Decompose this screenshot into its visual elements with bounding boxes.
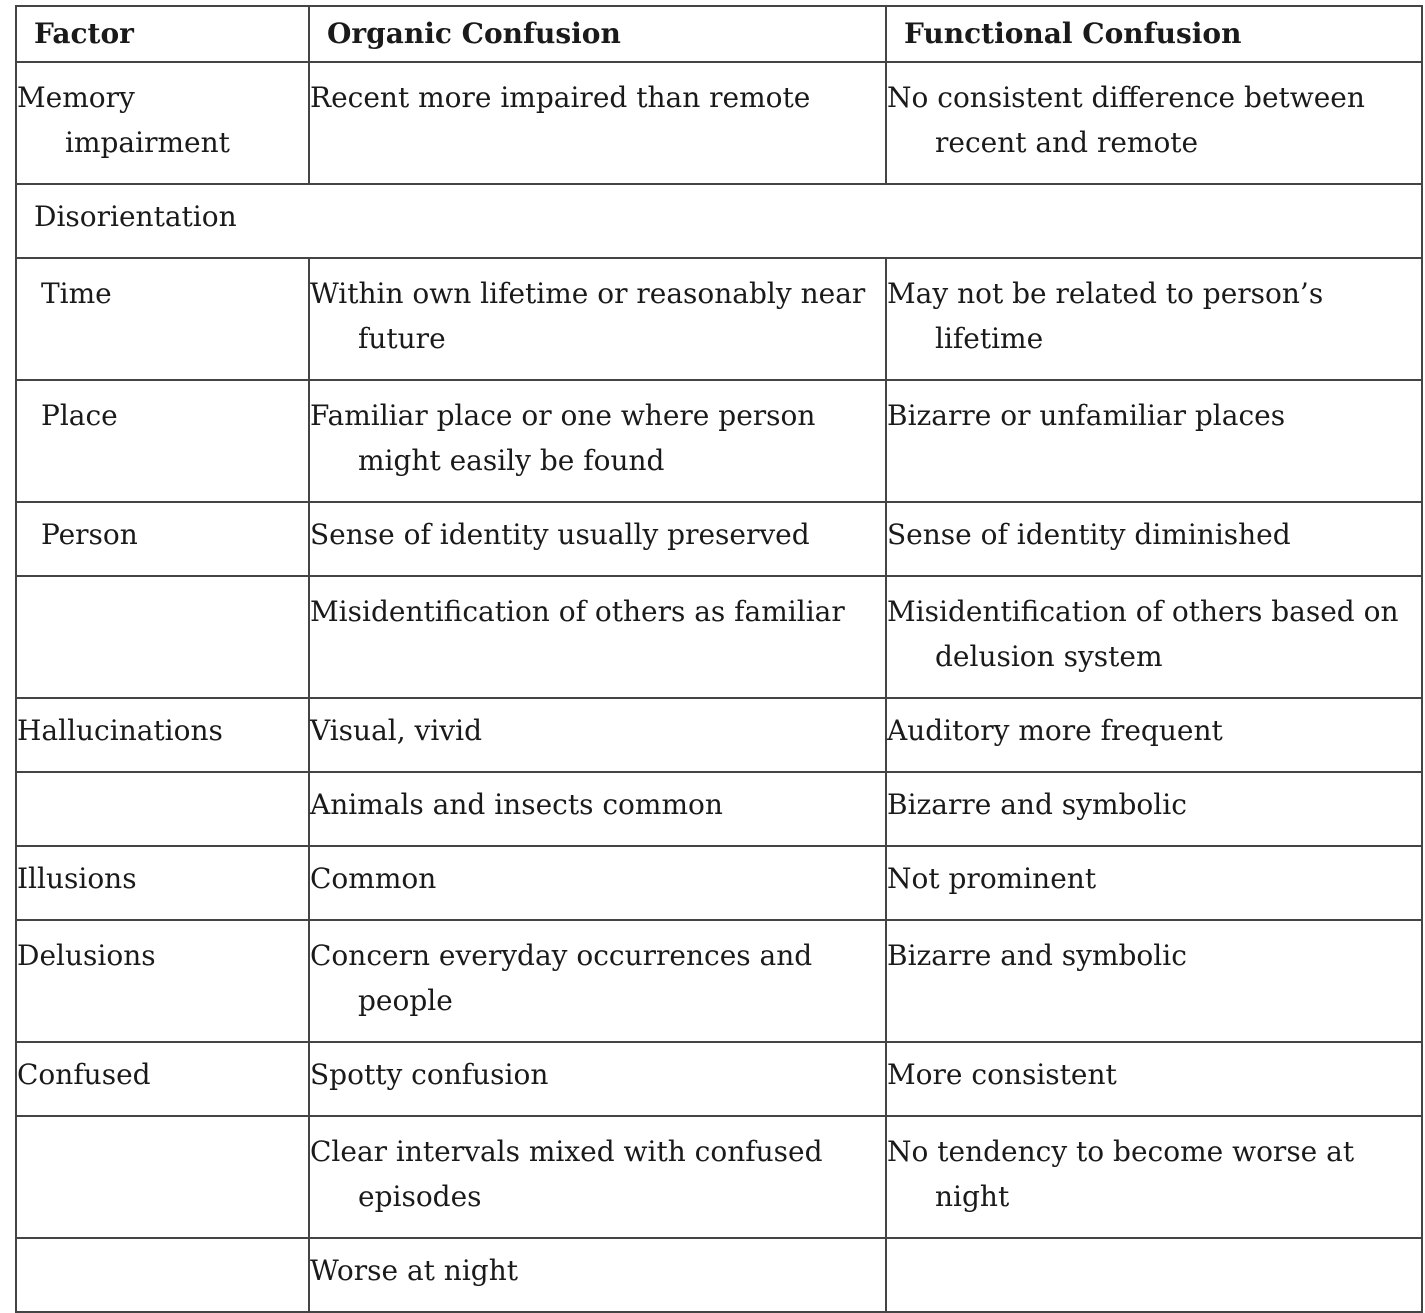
table-row-memory (16, 62, 1422, 184)
cell-organic: Visual, vivid (309, 698, 886, 772)
cell-functional: No consistent difference between recent and remote (886, 62, 1422, 184)
header-functional: Functional Confusion (886, 6, 1422, 62)
cell-factor: Confused (16, 1042, 309, 1116)
cell-organic: Within own lifetime or reasonably near future (309, 258, 886, 380)
cell-factor: Delusions (16, 920, 309, 1042)
cell-factor: Place (16, 380, 309, 502)
cell-organic: Common (309, 846, 886, 920)
cell-functional (886, 1238, 1422, 1312)
cell-functional: Bizarre and symbolic (886, 920, 1422, 1042)
table-row-delusions (16, 920, 1422, 1042)
cell-functional: Misidentification of others based on delusion system (886, 576, 1422, 698)
table-row-illusions (16, 846, 1422, 920)
cell-organic: Spotty confusion (309, 1042, 886, 1116)
cell-organic: Concern everyday occurrences and people (309, 920, 886, 1042)
table-row-confused (16, 1042, 1422, 1116)
cell-functional: No tendency to become worse at night (886, 1116, 1422, 1238)
cell-functional: May not be related to person’s lifetime (886, 258, 1422, 380)
cell-factor (16, 772, 309, 846)
table-row-person (16, 502, 1422, 576)
cell-functional: Bizarre or unfamiliar places (886, 380, 1422, 502)
table-row-disorientation (16, 184, 1422, 258)
header-row (16, 6, 1422, 62)
cell-factor (16, 576, 309, 698)
cell-functional: Auditory more frequent (886, 698, 1422, 772)
cell-organic: Clear intervals mixed with confused episodes (309, 1116, 886, 1238)
comparison-table (15, 5, 1423, 1313)
cell-factor: Memory impairment (16, 62, 309, 184)
table-row-time (16, 258, 1422, 380)
cell-factor: Illusions (16, 846, 309, 920)
cell-organic: Misidentification of others as familiar (309, 576, 886, 698)
cell-section-heading: Disorientation (16, 184, 1422, 258)
cell-organic: Recent more impaired than remote (309, 62, 886, 184)
table-row-confused-2 (16, 1116, 1422, 1238)
cell-functional: More consistent (886, 1042, 1422, 1116)
cell-functional: Sense of identity diminished (886, 502, 1422, 576)
cell-organic: Sense of identity usually preserved (309, 502, 886, 576)
cell-organic: Worse at night (309, 1238, 886, 1312)
cell-organic: Familiar place or one where person might easily be found (309, 380, 886, 502)
table-row-hallucinations (16, 698, 1422, 772)
cell-factor (16, 1238, 309, 1312)
table-row-hallucinations-2 (16, 772, 1422, 846)
cell-functional: Not prominent (886, 846, 1422, 920)
table-row-person-2 (16, 576, 1422, 698)
header-organic: Organic Confusion (309, 6, 886, 62)
cell-factor: Person (16, 502, 309, 576)
table-row-place (16, 380, 1422, 502)
cell-factor: Hallucinations (16, 698, 309, 772)
cell-factor: Time (16, 258, 309, 380)
cell-factor (16, 1116, 309, 1238)
table-row-confused-3 (16, 1238, 1422, 1312)
cell-organic: Animals and insects common (309, 772, 886, 846)
header-factor: Factor (16, 6, 309, 62)
cell-functional: Bizarre and symbolic (886, 772, 1422, 846)
